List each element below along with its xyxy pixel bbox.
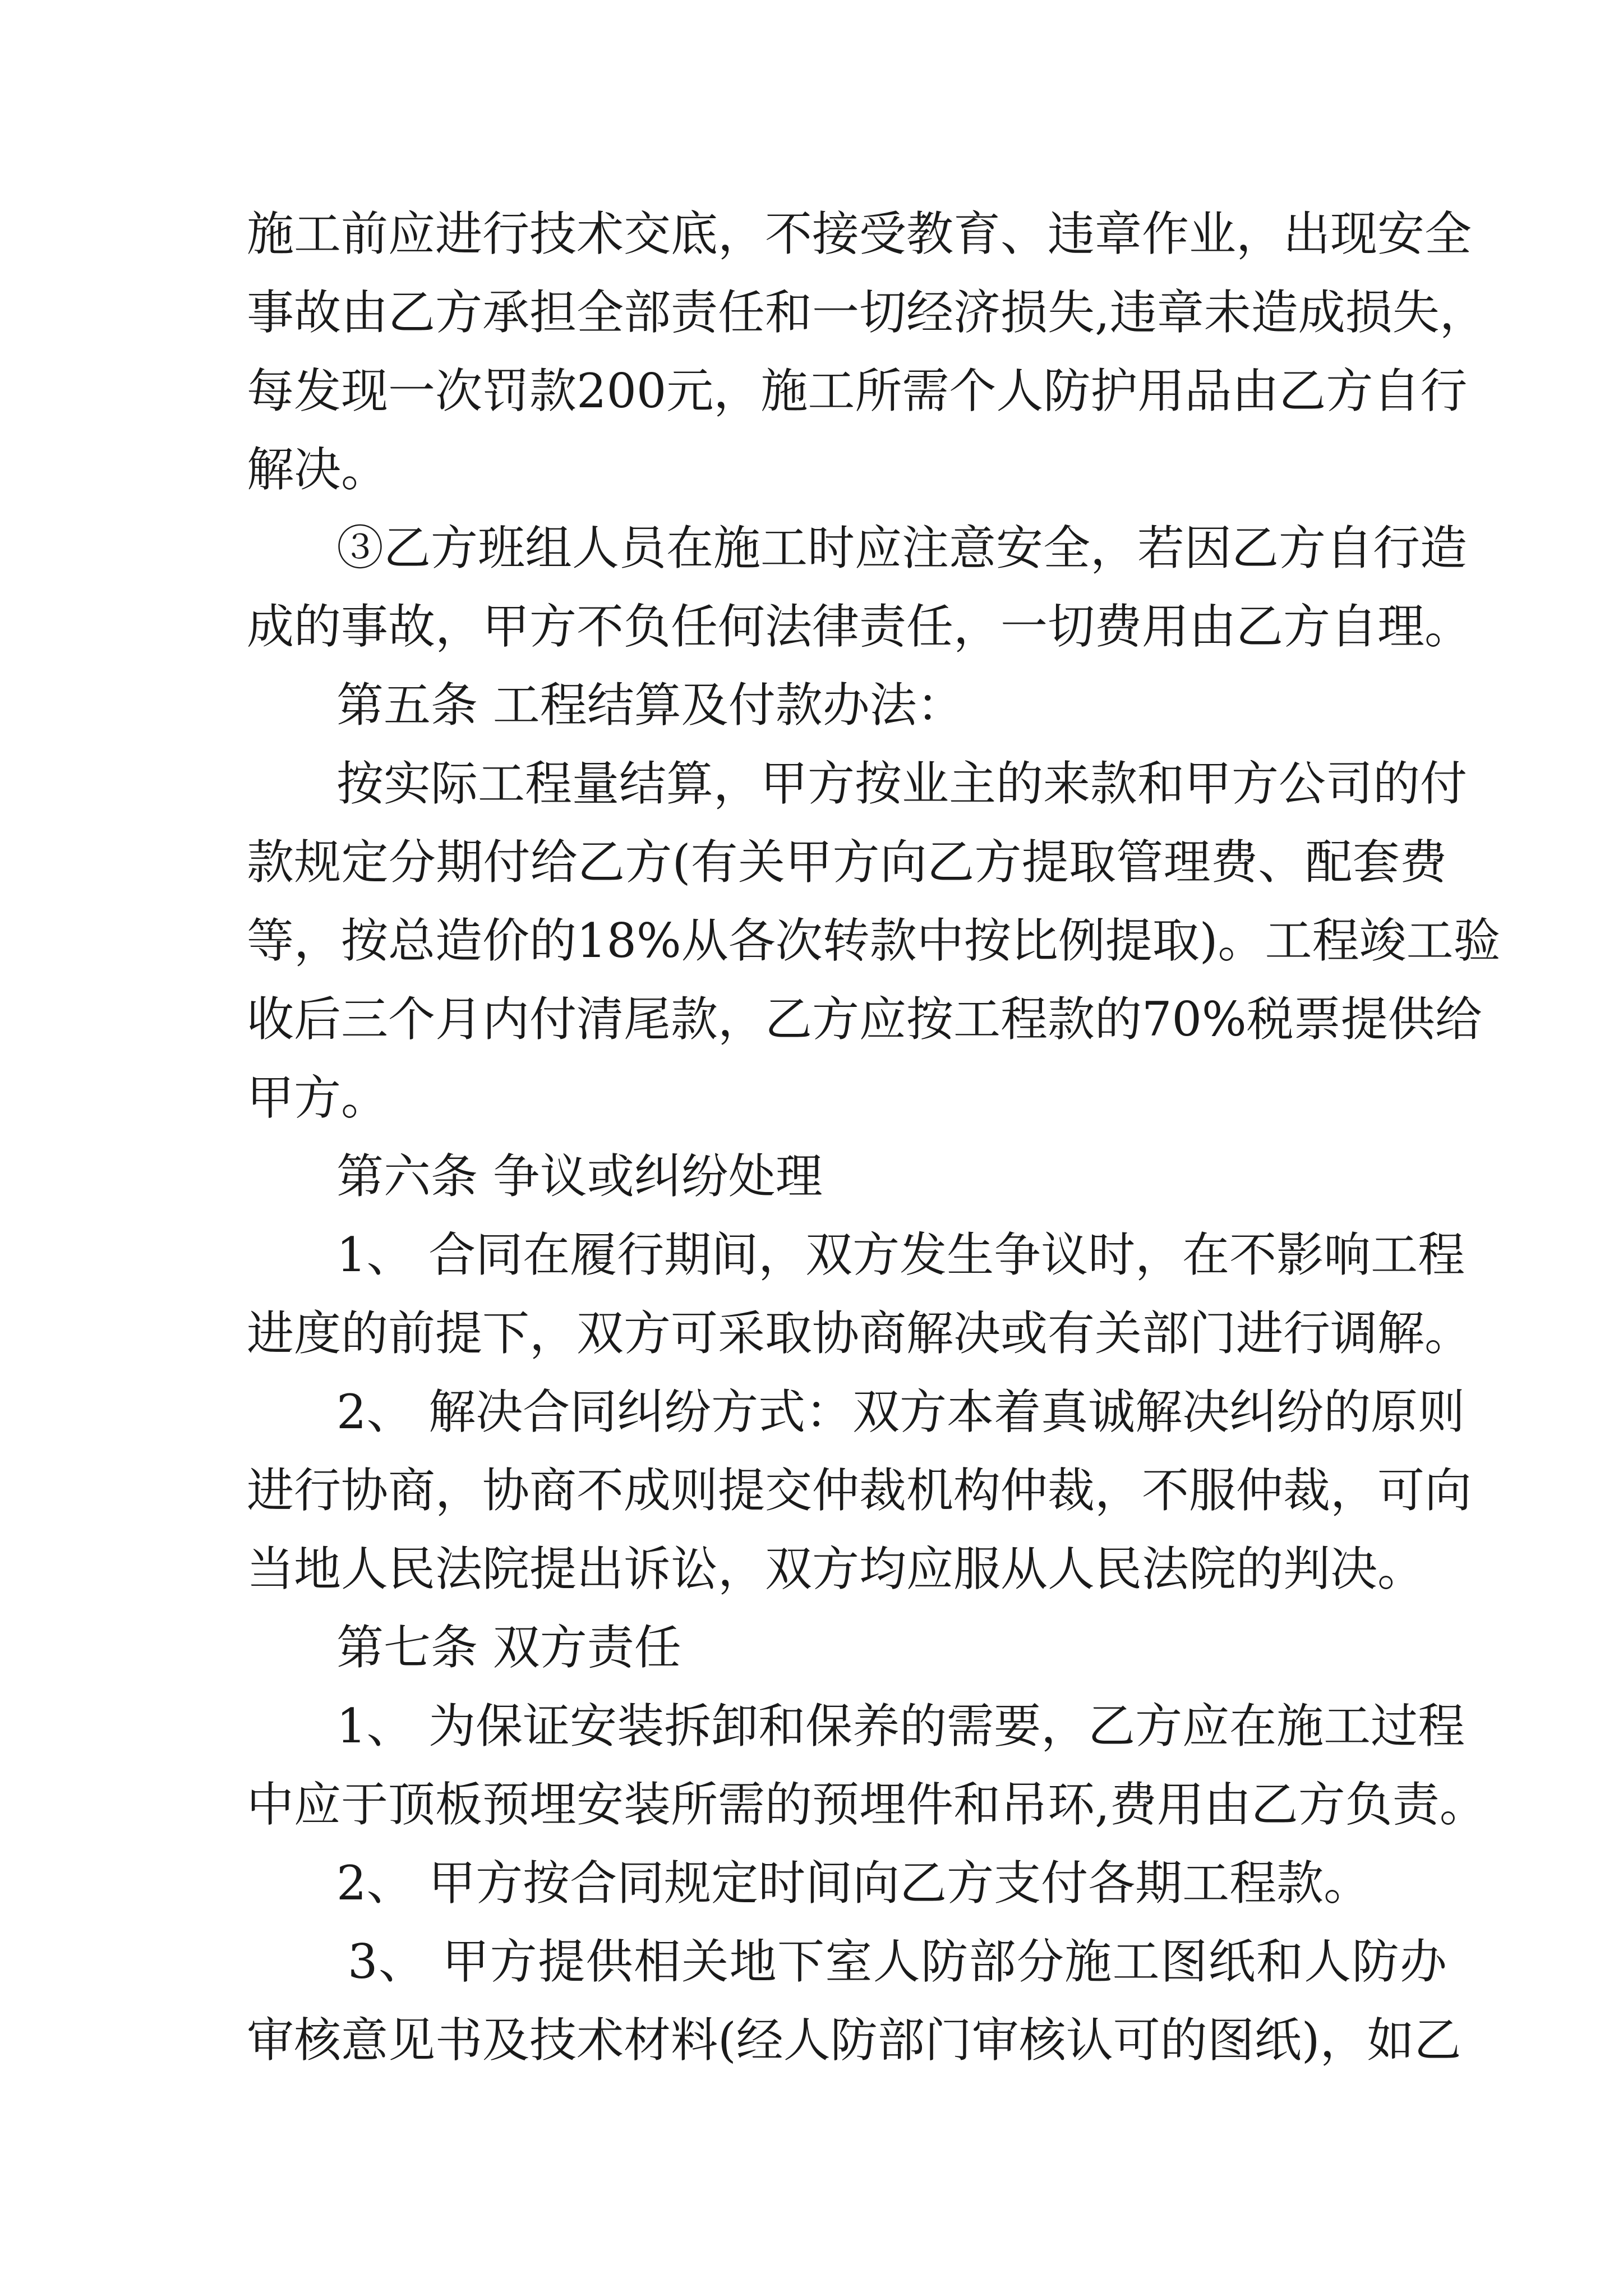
text-line: 等，按总造价的18%从各次转款中按比例提取)。工程竣工验 [247,913,1501,968]
section-heading: 第五条 工程结算及付款办法： [336,678,964,733]
text-line: 甲方。 [247,1070,389,1125]
text-line: 3、 甲方提供相关地下室人防部分施工图纸和人防办 [348,1934,1447,1989]
text-line: 进行协商，协商不成则提交仲裁机构仲裁，不服仲裁，可向 [247,1463,1472,1518]
text-line: 每发现一次罚款200元，施工所需个人防护用品由乙方自行 [247,364,1468,418]
text-line: 2、 解决合同纠纷方式：双方本着真诚解决纠纷的原则 [336,1384,1465,1439]
text-line: 成的事故，甲方不负任何法律责任，一切费用由乙方自理。 [247,599,1472,654]
text-line: 进度的前提下，双方可采取协商解决或有关部门进行调解。 [247,1306,1472,1361]
section-heading: 第七条 双方责任 [336,1620,681,1675]
text-line: 收后三个月内付清尾款，乙方应按工程款的70%税票提供给 [247,992,1482,1047]
text-line: 审核意见书及技术材料(经人防部门审核认可的图纸)，如乙 [247,2013,1461,2068]
text-line: 按实际工程量结算，甲方按业主的来款和甲方公司的付 [336,756,1468,811]
text-line: 2、 甲方按合同规定时间向乙方支付各期工程款。 [336,1856,1371,1911]
text-line: 1、 合同在履行期间，双方发生争议时，在不影响工程 [336,1227,1465,1282]
text-line: 施工前应进行技术交底，不接受教育、违章作业，出现安全 [247,206,1472,261]
section-heading: 第六条 争议或纠纷处理 [336,1149,823,1204]
text-line: 解决。 [247,442,389,497]
text-line: 1、 为保证安装拆卸和保养的需要，乙方应在施工过程 [336,1699,1465,1754]
text-line: 当地人民法院提出诉讼，双方均应服从人民法院的判决。 [247,1542,1425,1596]
text-line: ③乙方班组人员在施工时应注意安全，若因乙方自行造 [336,521,1468,576]
text-line: 款规定分期付给乙方(有关甲方向乙方提取管理费、配套费 [247,835,1447,890]
text-line: 事故由乙方承担全部责任和一切经济损失,违章未造成损失， [247,285,1487,340]
text-line: 中应于顶板预埋安装所需的预埋件和吊环,费用由乙方负责。 [247,1777,1487,1832]
